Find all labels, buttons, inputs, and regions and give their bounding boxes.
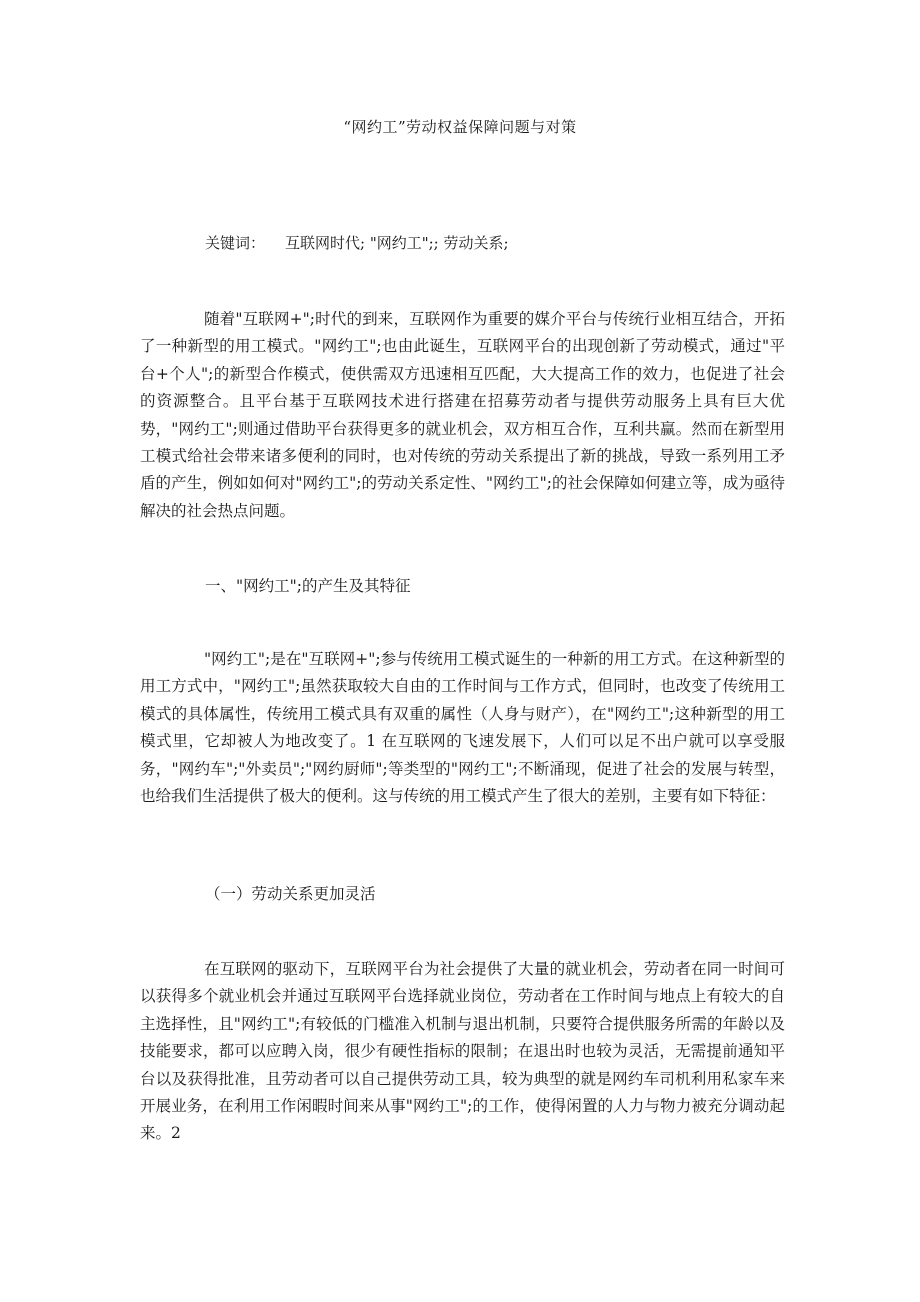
section1-paragraph: "网约工";是在"互联网+";参与传统用工模式诞生的一种新的用工方式。在这种新型的用工方式中，"网约工";虽然获取较大自由的工作时间与工作方式，但同时，也改变了传统用工模式的具体属性，传统用工模式具有双重的属性（人身与财产），在"网约工";这种新型的用工模式里，它却被人为地改变了。1 在互联网的飞速发展下，人们可以足不出户就可以享受服务，"网约车";"外卖员";"网约厨师";等类型的"网约工";不断涌现，促进了社会的发展与转型，也给我们生活提供了极大的便利。这与传统的用工模式产生了很大的差别，主要有如下特征： bbox=[140, 650, 785, 806]
keywords-value: 互联网时代; "网约工";; 劳动关系; bbox=[285, 234, 509, 252]
keywords-label: 关键词： bbox=[205, 234, 266, 252]
document-title: “网约工”劳动权益保障问题与对策 bbox=[343, 118, 577, 136]
section-heading-1: 一、"网约工";的产生及其特征 bbox=[205, 577, 411, 595]
intro-paragraph: 随着"互联网+";时代的到来，互联网作为重要的媒介平台与传统行业相互结合，开拓了一种新型的用工模式。"网约工";也由此诞生，互联网平台的出现创新了劳动模式，通过"平台+个人";的新型合作模式，使供需双方迅速相互匹配，大大提高工作的效力，也促进了社会的资源整合。且平台基于互联网技术进行搭建在招募劳动者与提供劳动服务上具有巨大优势，"网约工";则通过借助平台获得更多的就业机会，双方相互合作，互利共赢。然而在新型用工模式给社会带来诸多便利的同时，也对传统的劳动关系提出了新的挑战，导致一系列用工矛盾的产生，例如如何对"网约工";的劳动关系定性、"网约工";的社会保障如何建立等，成为亟待解决的社会热点问题。 bbox=[140, 310, 785, 520]
subsection-heading-1: （一）劳动关系更加灵活 bbox=[205, 885, 376, 903]
keywords-line bbox=[205, 232, 509, 253]
subsection1-paragraph: 在互联网的驱动下，互联网平台为社会提供了大量的就业机会，劳动者在同一时间可以获得多个就业机会并通过互联网平台选择就业岗位，劳动者在工作时间与地点上有较大的自主选择性，且"网约工";有较低的门槛准入机制与退出机制，只要符合提供服务所需的年龄以及技能要求，都可以应聘入岗，很少有硬性指标的限制；在退出时也较为灵活，无需提前通知平台以及获得批准，且劳动者可以自己提供劳动工具，较为典型的就是网约车司机利用私家车来开展业务，在利用工作闲暇时间来从事"网约工";的工作，使得闲置的人力与物力被充分调动起来。2 bbox=[140, 960, 785, 1143]
